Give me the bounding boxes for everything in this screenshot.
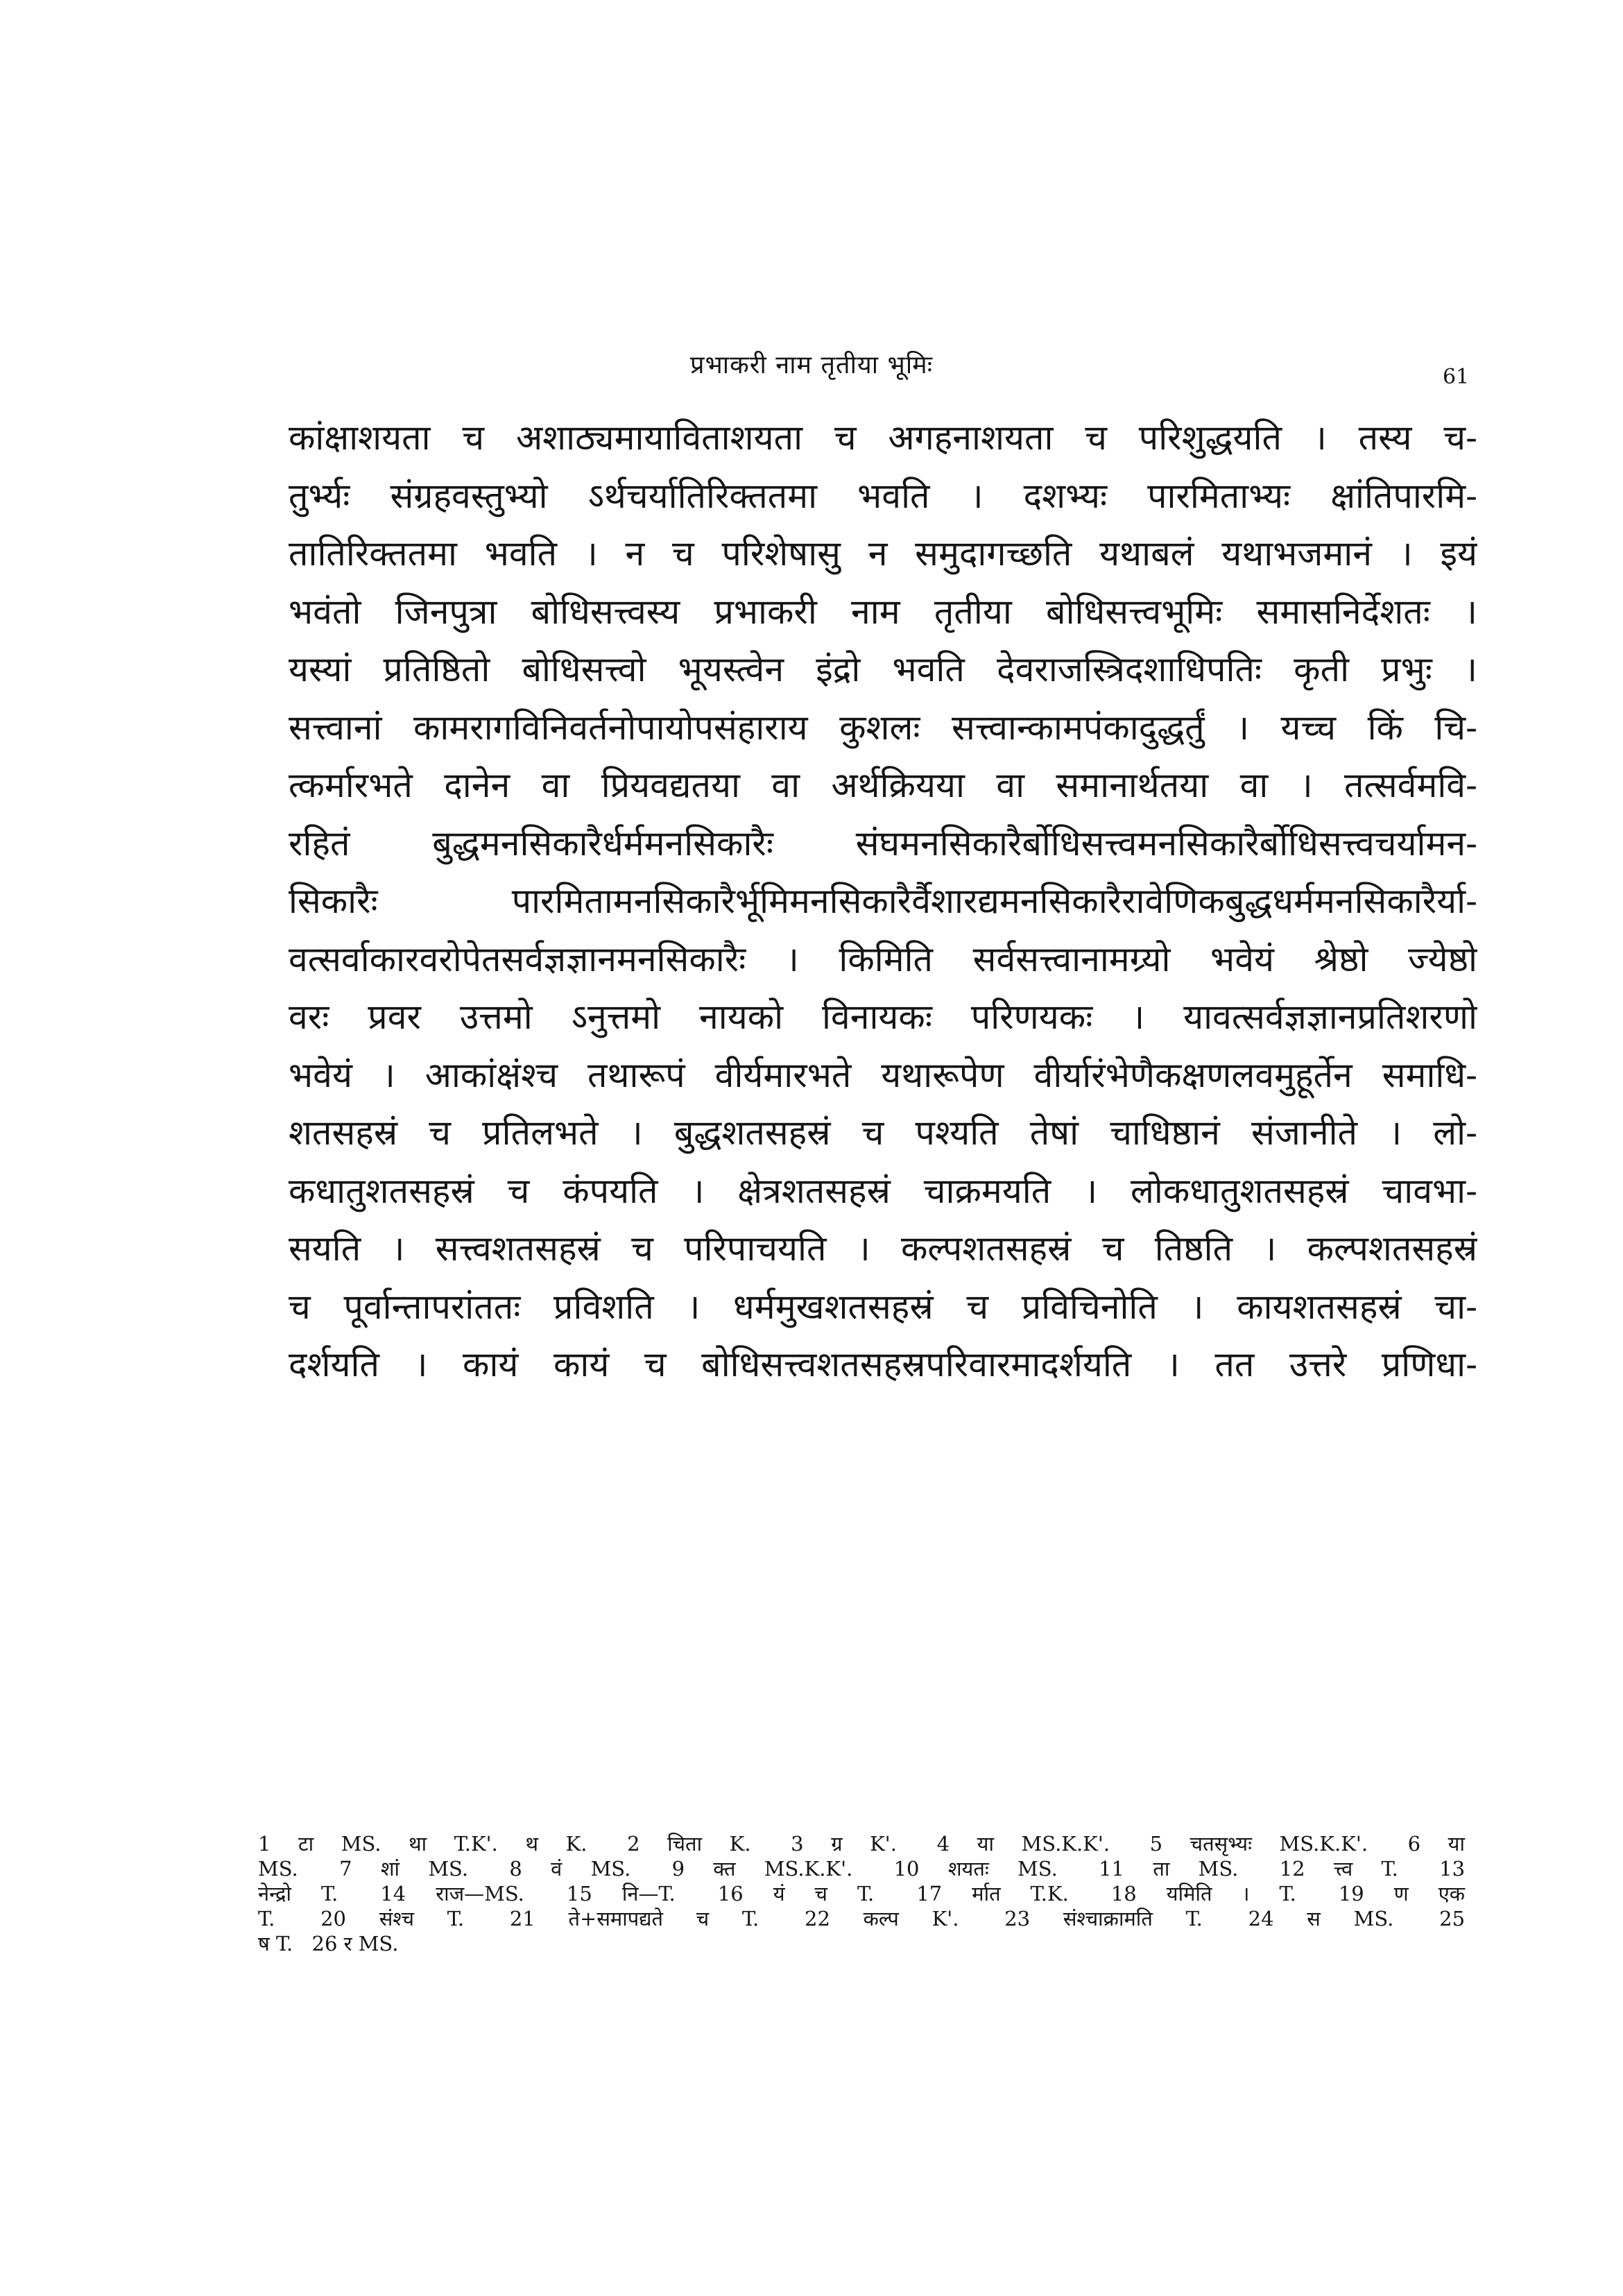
footnote: 16 यं च T. [717,1882,875,1905]
body-line: दर्शयति । कायं कायं च बोधिसत्त्वशतसहस्रपरिवारमादर्शयति । तत उत्तरे प्रणिधा- [289,1344,1477,1385]
footnote: 17 र्मात T.K. [916,1882,1069,1905]
body-line: सत्त्वानां कामरागविनिवर्तनोपायोपसंहाराय कुशलः सत्त्वान्कामपंकादुद्धर्तुं । यच्च किं चि- [289,707,1477,748]
footnote: T. [258,1907,275,1930]
footnote: 2 चिता K. [627,1832,751,1856]
body-line: रहितं बुद्धमनसिकारैर्धर्ममनसिकारैः संघमनसिकारैर्बोधिसत्त्वमनसिकारैर्बोधिसत्त्वचर्यामन- [289,823,1477,864]
running-title: प्रभाकरी नाम तृतीया भूमिः [690,351,933,379]
footnote-line [258,1881,1477,1906]
footnote: नेन्द्रो T. [258,1882,338,1905]
footnote: 9 क्त MS.K.K'. [671,1857,853,1881]
footnote: 5 चतसृभ्यः MS.K.K'. [1149,1832,1368,1856]
body-line: सिकारैः पारमितामनसिकारैर्भूमिमनसिकारैर्वैशारद्यमनसिकारैरावेणिकबुद्धधर्ममनसिकारैर्या- [289,881,1477,921]
footnote: 12 त्त्व T. [1279,1857,1398,1881]
footnote: 8 वं MS. [509,1857,631,1881]
body-line: कांक्षाशयता च अशाठ्यमायाविताशयता च अगहनाशयता च परिशुद्धयति । तस्य च- [289,418,1477,458]
body-line: त्कर्मारभते दानेन वा प्रियवद्यतया वा अर्थक्रियया वा समानार्थतया वा । तत्सर्वमवि- [289,765,1477,805]
footnote: 19 ण एक [1338,1882,1466,1905]
footnote-line [258,1906,1477,1931]
footnote: 26 र MS. [311,1932,399,1955]
footnotes [258,1831,1477,1956]
body-line: सयति । सत्त्वशतसहस्रं च परिपाचयति । कल्पशतसहस्रं च तिष्ठति । कल्पशतसहस्रं [289,1228,1477,1269]
footnote: 15 नि—T. [566,1882,676,1905]
footnote: 1 टा MS. था T.K'. थ K. [258,1832,587,1856]
footnote-line [258,1856,1477,1881]
body-line: यस्यां प्रतिष्ठितो बोधिसत्त्वो भूयस्त्वेन इंद्रो भवति देवराजस्त्रिदशाधिपतिः कृती प्रभुः । [289,649,1477,689]
body-line: वत्सर्वाकारवरोपेतसर्वज्ञज्ञानमनसिकारैः । किमिति सर्वसत्त्वानामग्र्यो भवेयं श्रेष्ठो ज्येष्ठो [289,939,1477,979]
footnote: 10 शयतः MS. [893,1857,1058,1881]
body-line: च पूर्वान्तापरांततः प्रविशति । धर्ममुखशतसहस्रं च प्रविचिनोति । कायशतसहस्रं चा- [289,1286,1477,1327]
body-line: भवेयं । आकांक्षंश्च तथारूपं वीर्यमारभते यथारूपेण वीर्यारंभेणैकक्षणलवमुहूर्तेन समाधि- [289,1054,1477,1095]
footnote: ष T. [258,1932,293,1955]
footnote: 4 या MS.K.K'. [936,1832,1110,1856]
body-line: तुर्भ्यः संग्रहवस्तुभ्यो ऽर्थचर्यातिरिक्ततमा भवति । दशभ्यः पारमिताभ्यः क्षांतिपारमि- [289,475,1477,516]
footnote: 23 संश्चाक्रामति T. [1004,1907,1203,1930]
body-line: तातिरिक्ततमा भवति । न च परिशेषासु न समुदागच्छति यथाबलं यथाभजमानं । इयं [289,533,1477,574]
footnote: 22 कल्प K'. [805,1907,959,1930]
footnote: 24 स MS. [1248,1907,1394,1930]
footnote: 14 राज—MS. [380,1882,524,1905]
footnote: 20 संश्च T. [320,1907,465,1930]
footnote: 13 [1439,1857,1466,1881]
body-line: शतसहस्रं च प्रतिलभते । बुद्धशतसहस्रं च पश्यति तेषां चाधिष्ठानं संजानीते । लो- [289,1113,1477,1153]
footnote-line [258,1931,1477,1956]
footnote: 18 यमिति । T. [1110,1882,1296,1905]
footnote: 11 ता MS. [1099,1857,1239,1881]
footnote: 3 ग्र K'. [791,1832,897,1856]
footnote-line [258,1831,1477,1856]
body-line: वरः प्रवर उत्तमो ऽनुत्तमो नायको विनायकः परिणयकः । यावत्सर्वज्ञज्ञानप्रतिशरणो [289,997,1477,1037]
body-line: कधातुशतसहस्रं च कंपयति । क्षेत्रशतसहस्रं चाक्रमयति । लोकधातुशतसहस्रं चावभा- [289,1170,1477,1211]
body-line: भवंतो जिनपुत्रा बोधिसत्त्वस्य प्रभाकरी नाम तृतीया बोधिसत्त्वभूमिः समासनिर्देशतः । [289,591,1477,632]
footnote: 7 शां MS. [339,1857,469,1881]
footnote: MS. [258,1857,298,1881]
footnote: 6 या [1407,1832,1466,1856]
footnote: 25 [1439,1907,1466,1930]
page-number: 61 [1443,365,1470,389]
footnote: 21 ते+समापद्यते च T. [509,1907,759,1930]
body-text [289,409,1477,1394]
